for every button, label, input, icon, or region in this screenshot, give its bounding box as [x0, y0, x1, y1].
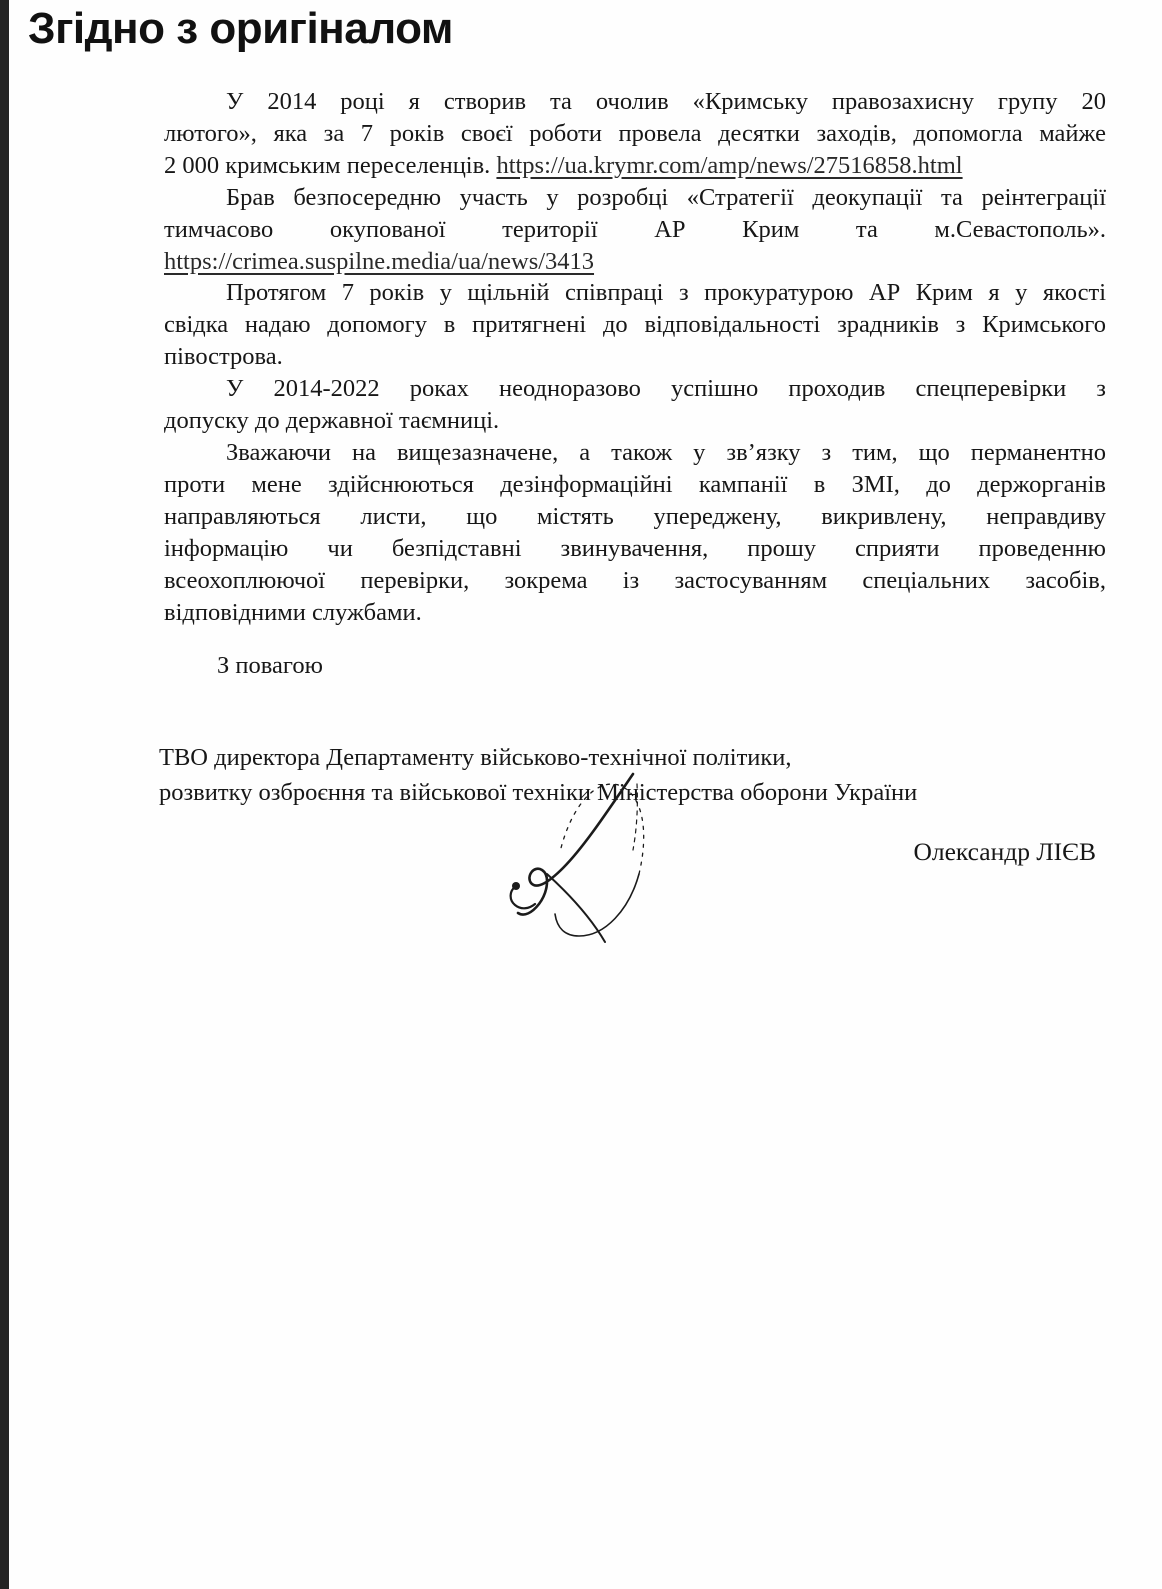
text-segment: інформацію чи безпідставні звинувачення, прошу сприяти проведенню: [164, 534, 1106, 562]
letter-line: [164, 150, 1106, 182]
letter-line: [164, 469, 1106, 501]
closing-salutation: З повагою: [217, 652, 323, 679]
text-segment: 2 000 кримським переселенців.: [164, 151, 497, 179]
text-segment: Протягом 7 років у щільній співпраці з прокуратурою АР Крим я у якості: [226, 279, 1106, 307]
text-segment: Брав безпосередню участь у розробці «Стратегії деокупації та реінтеграції: [226, 183, 1106, 211]
letter-line: [164, 246, 1106, 278]
text-segment: проти мене здійснюються дезінформаційні кампанії в ЗМІ, до держорганів: [164, 470, 1106, 498]
letter-line: [164, 309, 1106, 341]
letter-line: [164, 533, 1106, 565]
document-link[interactable]: https://crimea.suspilne.media/ua/news/3413: [164, 247, 595, 275]
text-segment: допуску до державної таємниці.: [164, 407, 500, 435]
text-segment: півострова.: [164, 343, 283, 371]
letter-line: [164, 597, 1106, 629]
letter-line: [164, 405, 1106, 437]
text-segment: лютого», яка за 7 років своєї роботи провела десятки заходів, допомогла майже: [164, 119, 1106, 147]
letter-body: [164, 86, 1106, 628]
letter-line: [164, 437, 1106, 469]
letter-line: [164, 341, 1106, 373]
handwritten-signature: [497, 762, 657, 947]
letter-line: [164, 277, 1106, 309]
certification-stamp: Згідно з оригіналом: [28, 4, 453, 53]
letter-line: [164, 214, 1106, 246]
letter-line: [164, 565, 1106, 597]
letter-line: [164, 373, 1106, 405]
text-segment: свідка надаю допомогу в притягнені до відповідальності зрадників з Кримського: [164, 311, 1106, 339]
signer-name: Олександр ЛІЄВ: [913, 837, 1096, 866]
text-segment: відповідними службами.: [164, 598, 422, 626]
signer-position-line: розвитку озброєння та військової техніки Міністерства оборони України: [159, 779, 918, 806]
letter-line: [164, 86, 1106, 118]
scan-edge-bar: [0, 0, 9, 1589]
letter-line: [164, 501, 1106, 533]
signer-position-line: ТВО директора Департаменту військово-технічної політики,: [159, 744, 792, 771]
letter-line: [164, 118, 1106, 150]
letter-line: [164, 182, 1106, 214]
text-segment: У 2014-2022 роках неодноразово успішно проходив спецперевірки з: [226, 375, 1106, 403]
text-segment: тимчасово окупованої території АР Крим та м.Севастополь».: [164, 215, 1106, 243]
text-segment: Зважаючи на вищезазначене, а також у зв’язку з тим, що перманентно: [226, 438, 1106, 466]
text-segment: всеохоплюючої перевірки, зокрема із застосуванням спеціальних засобів,: [164, 566, 1106, 594]
document-link[interactable]: https://ua.krymr.com/amp/news/27516858.html: [496, 151, 963, 179]
text-segment: У 2014 році я створив та очолив «Кримську правозахисну групу 20: [226, 88, 1106, 115]
text-segment: направляються листи, що містять упереджену, викривлену, неправдиву: [164, 502, 1106, 530]
